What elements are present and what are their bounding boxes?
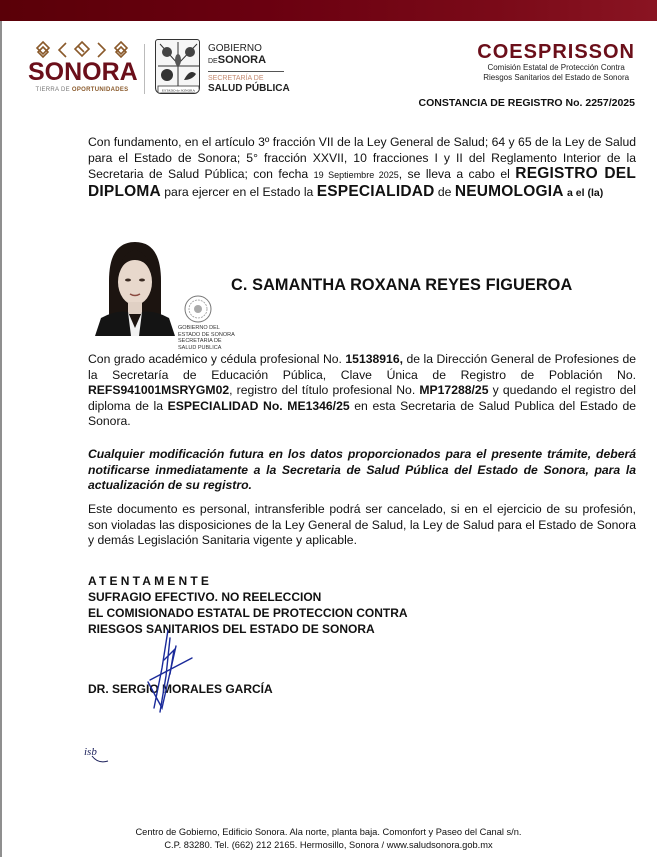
coesprisson-subtitle: Comisión Estatal de Protección Contra xyxy=(487,63,625,72)
seal-caption: GOBIERNO DEL ESTADO DE SONORA SECRETARIA DE SALUD PUBLICA xyxy=(178,325,235,351)
signature-icon xyxy=(140,628,200,713)
logo-divider xyxy=(144,44,145,94)
footer-line: Centro de Gobierno, Edificio Sonora. Ala norte, planta baja. Comonfort y Paseo del Canal s/n. xyxy=(135,827,522,837)
paragraph-notice: Cualquier modificación futura en los datos proporcionados para el presente trámite, deberá notificarse inmediatamente a la Secretaria de Salud Pública del Estado de Sonora, para la actualización de su registro. xyxy=(88,447,636,492)
registrant-name: C. SAMANTHA ROXANA REYES FIGUEROA xyxy=(231,276,573,294)
coesprisson-title: COESPRISSON xyxy=(477,41,635,63)
coesprisson-subtitle: Riesgos Sanitarios del Estado de Sonora xyxy=(483,73,630,82)
sonora-label: DESONORA xyxy=(208,54,267,66)
coat-of-arms-icon xyxy=(155,39,200,94)
svg-text:isb: isb xyxy=(84,746,97,758)
sonora-logo xyxy=(28,40,136,98)
official-seal-icon xyxy=(178,293,218,329)
page-edge xyxy=(0,21,2,857)
divider xyxy=(208,71,284,72)
footer-line: C.P. 83280. Tel. (662) 212 2165. Hermosillo, Sonora / www.saludsonora.gob.mx xyxy=(164,840,493,850)
closing-block xyxy=(88,573,408,637)
paragraph-credentials: Con grado académico y cédula profesional No. 15138916, de la Dirección General de Profesiones de la Secretaría de Educación Pública, Clave Única de Registro de Población No. REFS941001MSRYGM02, registro del título profesional No. MP17288/25 y quedando el registro del diploma de la ESPECIALIDAD No. ME1346/25 en esta Secretaria de Salud Publica del Estado de Sonora. xyxy=(88,352,637,428)
motto: SUFRAGIO EFECTIVO. NO REELECCION xyxy=(88,590,322,604)
document-number: CONSTANCIA DE REGISTRO No. 2257/2025 xyxy=(418,97,635,109)
initials-icon xyxy=(82,742,112,766)
salud-publica-label: SALUD PÚBLICA xyxy=(208,83,290,94)
coesprisson-header xyxy=(477,41,635,83)
signer-title: RIESGOS SANITARIOS DEL ESTADO DE SONORA xyxy=(88,622,375,636)
curp: REFS941001MSRYGM02 xyxy=(88,383,230,397)
svg-text:ESTADO de SONORA: ESTADO de SONORA xyxy=(162,88,195,93)
sonora-glyph-pattern-icon xyxy=(34,40,130,60)
atentamente: ATENTAMENTE xyxy=(88,574,213,588)
paragraph-terms: Este documento es personal, intransferible podrá ser cancelado, si en el ejercicio de su profesión, son violadas las disposiciones de la Ley General de Salud, la Ley de Salud para el Estado de Sonora y demás Legislación Sanitaria vigente y aplicable. xyxy=(88,502,636,547)
sonora-tagline: TIERRA DE OPORTUNIDADES xyxy=(35,87,129,93)
signer-name: DR. SERGIO MORALES GARCÍA xyxy=(88,682,273,696)
sonora-wordmark: SONORA xyxy=(28,58,138,86)
especialidad-number: ESPECIALIDAD No. ME1346/25 xyxy=(167,398,350,413)
titulo-number: MP17288/25 xyxy=(419,383,489,397)
gobierno-label: GOBIERNO xyxy=(208,43,262,54)
paragraph-fundamento: Con fundamento, en el artículo 3º fracción VII de la Ley General de Salud; 64 y 65 de la Ley de Salud para el Estado de Sonora; 5° fracción XXVII, 10 fracciones I y II del Reglamento Interior de la Secretaria de Salud Pública; con fecha 19 Septiembre 2025, se lleva a cabo el REGISTRO DEL DIPLOMA para ejercer en el Estado la ESPECIALIDAD de NEUMOLOGIA a el (la) xyxy=(88,135,636,200)
footer-address xyxy=(0,826,657,852)
gobierno-sonora-text xyxy=(208,43,298,95)
portrait-photo xyxy=(95,236,175,336)
secretaria-label: SECRETARÍA DE xyxy=(208,75,264,82)
signer-title: EL COMISIONADO ESTATAL DE PROTECCION CONTRA xyxy=(88,606,408,620)
cedula-number: 15138916, xyxy=(345,352,404,366)
top-color-band xyxy=(0,0,657,21)
